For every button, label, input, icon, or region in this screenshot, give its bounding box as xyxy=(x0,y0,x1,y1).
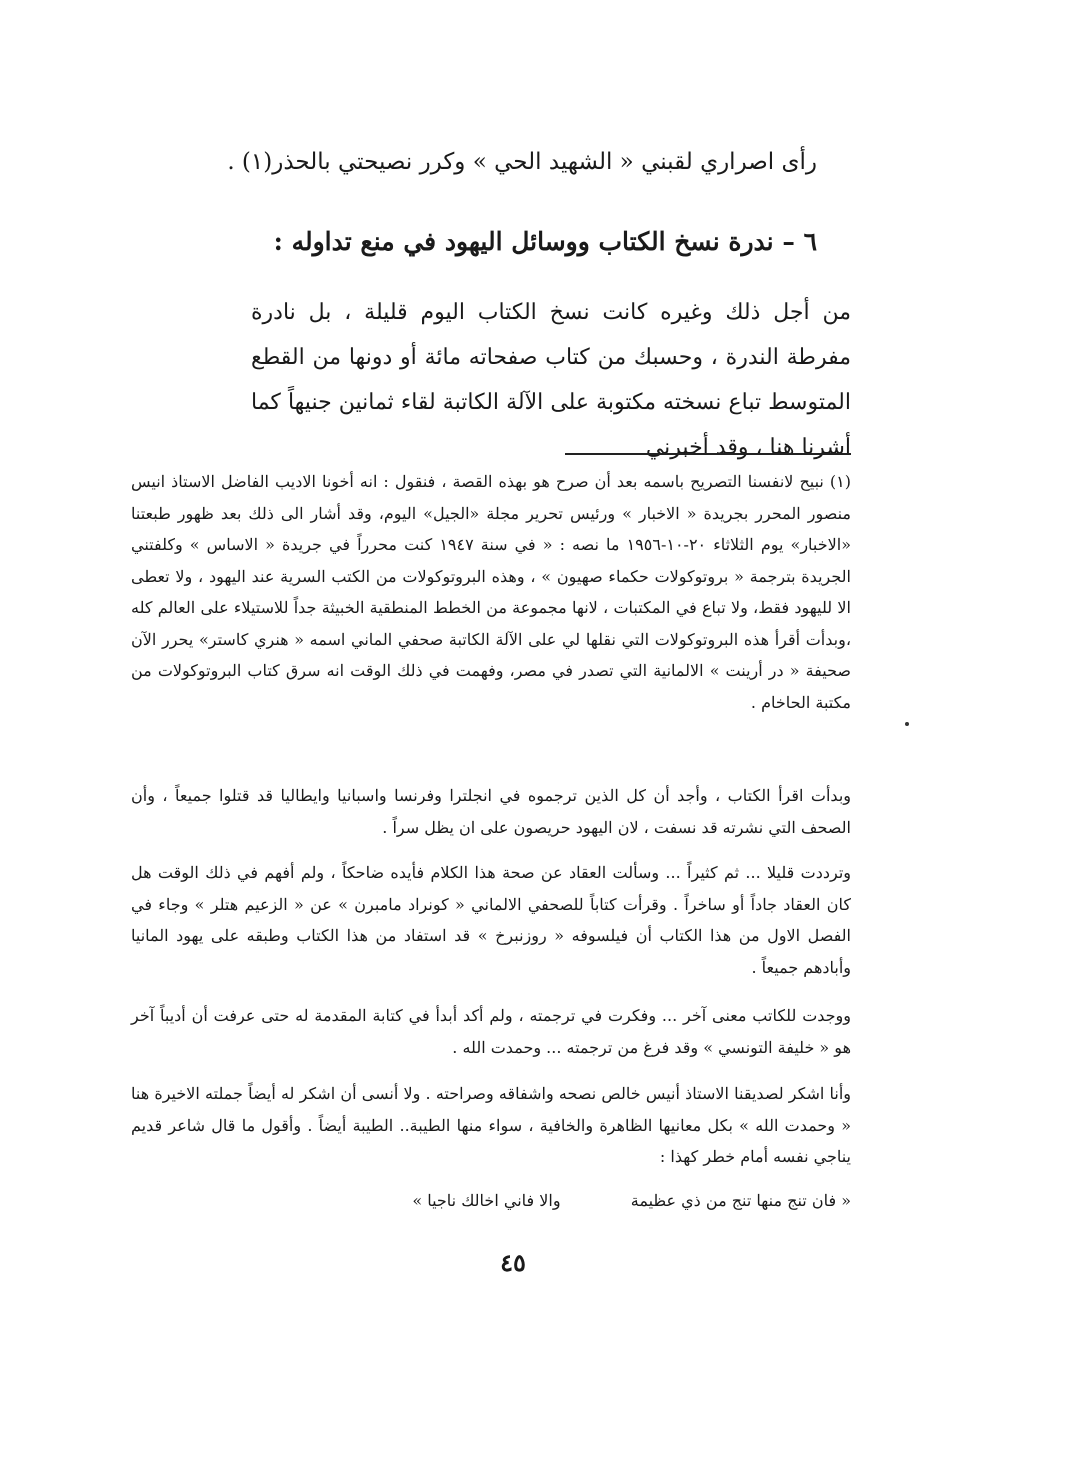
footnote-text: وبدأت اقرأ الكتاب ، وأجد أن كل الذين ترجموه في انجلترا وفرنسا واسبانيا وايطاليا قد قتلوا جميعاً ، وأن الصحف التي نشرته قد نسفت ، لان اليهود حريصون على ان يظل سراً . xyxy=(131,786,851,837)
margin-mark xyxy=(905,722,909,726)
verse-second-hemistich: والا فاني اخالك ناجيا » xyxy=(412,1191,561,1210)
opening-line: رأى اصراري لقبني « الشهيد الحي » وكرر نصيحتي بالحذر(١) . xyxy=(227,149,817,175)
footnote-text: وأنا اشكر لصديقنا الاستاذ أنيس خالص نصحه واشفاقه وصراحته . ولا أنسى أن اشكر له أيضاً جملته الاخيرة هنا « وحمدت الله » بكل معانيها الظاهرة والخافية ، سواء منها الطيبة.. الطيبة أيضاً . وأقول ما قال شاعر قديم يناجي نفسه أمام خطر كهذا : xyxy=(131,1084,852,1166)
footnote-text: ووجدت للكاتب معنى آخر ... وفكرت في ترجمته ، ولم أكد أبدأ في كتابة المقدمة له حتى عرفت أن أديباً آخر هو « خليفة التونسي » وقد فرغ من ترجمته ... وحمدت الله . xyxy=(131,1006,851,1057)
footnote-paragraph-1 xyxy=(131,466,851,718)
footnote-paragraph-4 xyxy=(131,1000,851,1063)
body-paragraph: من أجل ذلك وغيره كانت نسخ الكتاب اليوم قليلة ، بل نادرة مفرطة الندرة ، وحسبك من كتاب صفحاته مائة أو دونها من القطع المتوسط تباع نسخته مكتوبة على الآلة الكاتبة لقاء ثمانين جنيهاً كما أشرنا هنا ، وقد أخبرني xyxy=(251,300,851,460)
footnote-paragraph-2 xyxy=(131,780,851,843)
page-number: ٤٥ xyxy=(500,1248,526,1277)
section-heading: ٦ – ندرة نسخ الكتاب ووسائل اليهود في منع تداوله : xyxy=(273,227,817,256)
poetry-verse xyxy=(291,1186,851,1216)
footnote-paragraph-5 xyxy=(131,1078,851,1173)
verse-first-hemistich: « فان تنج منها تنج من ذي عظيمة xyxy=(630,1191,851,1210)
footnote-paragraph-3 xyxy=(131,857,851,983)
footnote-separator xyxy=(565,453,851,455)
footnote-text: وترددت قليلا ... ثم كثيراً ... وسألت العقاد عن صحة هذا الكلام فأيده ضاحكاً ، ولم أفهم في ذلك الوقت هل كان العقاد جاداً أو ساخراً . وقرأت كتاباً للصحفي الالماني « كونراد مامبرن » عن « الزعيم هتلر » وجاء في الفصل الاول من هذا الكتاب أن فيلسوفه « روزنبرخ » قد استفاد من هذا الكتاب وطبقه على يهود المانيا وأبادهم جميعاً . xyxy=(131,863,851,977)
footnote-text: (١) نبيح لانفسنا التصريح باسمه بعد أن صرح هو بهذه القصة ، فنقول : انه أخونا الاديب الفاضل الاستاذ انيس منصور المحرر بجريدة « الاخبار » ورئيس تحرير مجلة «الجيل» اليوم، وقد أشار الى ذلك بعد ظهور طبعتنا «الاخبار» يوم الثلاثاء ٢٠-١٠-١٩٥٦ ما نصه : « في سنة ١٩٤٧ كنت محرراً في جريدة « الاساس » وكلفتني الجريدة بترجمة « بروتوكولات حكماء صهيون » ، وهذه البروتوكولات من الكتب السرية عند اليهود ، ولا تعطى الا لليهود فقط، ولا تباع في المكتبات ، لانها مجموعة من الخطط المنطقية الخبيثة جداً للاستيلاء على العالم كله ،وبدأت أقرأ هذه البروتوكولات التي نقلها لي على الآلة الكاتبة صحفي الماني اسمه « هنري كاستر» يحرر الآن صحيفة « در أرينت » الالمانية التي تصدر في مصر، وفهمت في ذلك الوقت انه سرق كتاب البروتوكولات من مكتبة الحاخام . xyxy=(131,472,852,712)
